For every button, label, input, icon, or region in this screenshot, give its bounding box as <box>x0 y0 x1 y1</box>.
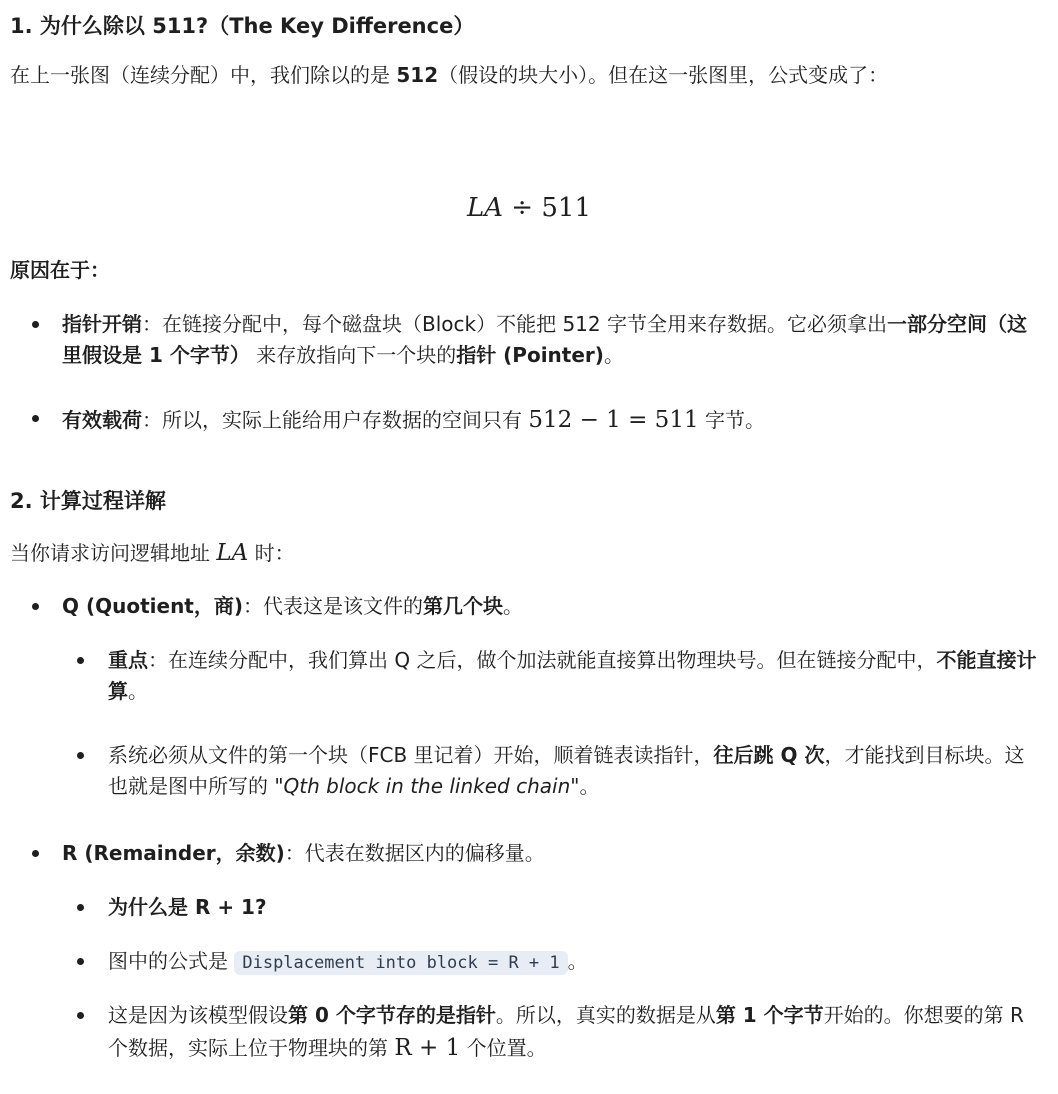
math-var-text: LA <box>216 540 249 566</box>
formula-la-div-511 <box>0 188 1058 228</box>
bold-text: 往后跳 Q 次 <box>713 743 825 767</box>
text: （假设的块大小）。但在这一张图里，公式变成了： <box>438 63 889 87</box>
text: ：代表在数据区内的偏移量。 <box>284 841 545 865</box>
text: 在上一张图（连续分配）中，我们除以的是 <box>10 63 397 87</box>
math-var <box>216 540 248 566</box>
inline-code: Displacement into block = R + 1 <box>234 951 567 975</box>
text: ，才能找到目标块。这也就是图中所写的 <box>108 743 1025 798</box>
bold-text: 第几个块 <box>423 594 504 618</box>
math-var: LA <box>467 193 504 223</box>
list-item-quotient <box>62 591 1037 622</box>
bold-text: 不能直接计算 <box>108 648 1037 703</box>
bullet-icon <box>32 321 39 328</box>
sub-item-byte-zero <box>108 1000 1038 1067</box>
text: 。 <box>579 774 600 798</box>
bold-text: 为什么是 R + 1? <box>108 895 267 919</box>
bullet-icon <box>77 904 84 911</box>
reason-label <box>10 255 1020 286</box>
text: 个位置。 <box>460 1036 547 1060</box>
text: 当你请求访问逻辑地址 <box>10 541 217 565</box>
bold-text: 第 1 个字节 <box>715 1003 824 1027</box>
bullet-icon <box>32 415 39 422</box>
text: ：在连续分配中，我们算出 Q 之后，做个加法就能直接算出物理块号。但在链接分配中， <box>148 648 937 672</box>
text: 字节。 <box>698 408 765 432</box>
text: 。 <box>603 343 624 367</box>
text: 。 <box>503 594 524 618</box>
bold-text: 原因在于： <box>10 258 110 282</box>
bold-text: 指针 (Pointer) <box>456 343 604 367</box>
sub-item-formula <box>108 946 1038 977</box>
list-item-pointer-overhead <box>62 309 1037 371</box>
text: 开始的。你想要的第 R 个数据，实际上位于物理块的第 <box>108 1003 1024 1060</box>
text: 这是因为该模型假设 <box>108 1003 288 1027</box>
text: ：代表这是该文件的 <box>243 594 424 618</box>
text: 系统必须从文件的第一个块（FCB 里记着）开始，顺着链表读指针， <box>108 743 714 767</box>
item-label: R (Remainder，余数) <box>62 841 285 865</box>
math-expression: R + 1 <box>394 1035 461 1061</box>
item-label: 指针开销 <box>62 312 142 336</box>
section-2-intro <box>10 536 1020 572</box>
text: ：在链接分配中，每个磁盘块（Block）不能把 512 字节全用来存数据。它必须拿出 <box>142 312 887 336</box>
item-label: Q (Quotient，商) <box>62 594 244 618</box>
list-item-remainder <box>62 838 1037 869</box>
text: 来存放指向下一个块的 <box>249 343 457 367</box>
bold-text: 一部分空间（这里假设是 1 个字节） <box>62 312 1027 367</box>
text: 。 <box>567 949 588 973</box>
list-item-payload <box>62 403 1037 439</box>
text: 。 <box>128 679 148 703</box>
bold-text: 第 0 个字节存的是指针 <box>288 1003 496 1027</box>
bullet-icon <box>77 1012 84 1019</box>
sub-item-key-point <box>108 645 1038 707</box>
sub-item-traverse-chain <box>108 740 1038 802</box>
bullet-icon <box>77 958 84 965</box>
bold-text: 512 <box>396 63 439 87</box>
text: ：所以，实际上能给用户存数据的空间只有 <box>142 408 529 432</box>
text: 。所以，真实的数据是从 <box>495 1003 716 1027</box>
section-2-heading: 2. 计算过程详解 <box>10 489 166 513</box>
quoted-text: "Qth block in the linked chain" <box>274 774 580 798</box>
math-op: ÷ 511 <box>503 193 591 223</box>
sub-item-why-r-plus-1 <box>108 892 1038 923</box>
bullet-icon <box>32 603 39 610</box>
section-1-heading: 1. 为什么除以 511?（The Key Difference） <box>10 14 475 38</box>
bullet-icon <box>77 752 84 759</box>
section-1-intro <box>10 60 1020 91</box>
math-expression: 512 − 1 = 511 <box>528 407 699 433</box>
text: 图中的公式是 <box>108 949 235 973</box>
text: 时： <box>248 541 295 565</box>
bullet-icon <box>32 850 39 857</box>
bullet-icon <box>77 657 84 664</box>
item-label: 有效载荷 <box>62 408 142 432</box>
item-label: 重点 <box>108 648 148 672</box>
